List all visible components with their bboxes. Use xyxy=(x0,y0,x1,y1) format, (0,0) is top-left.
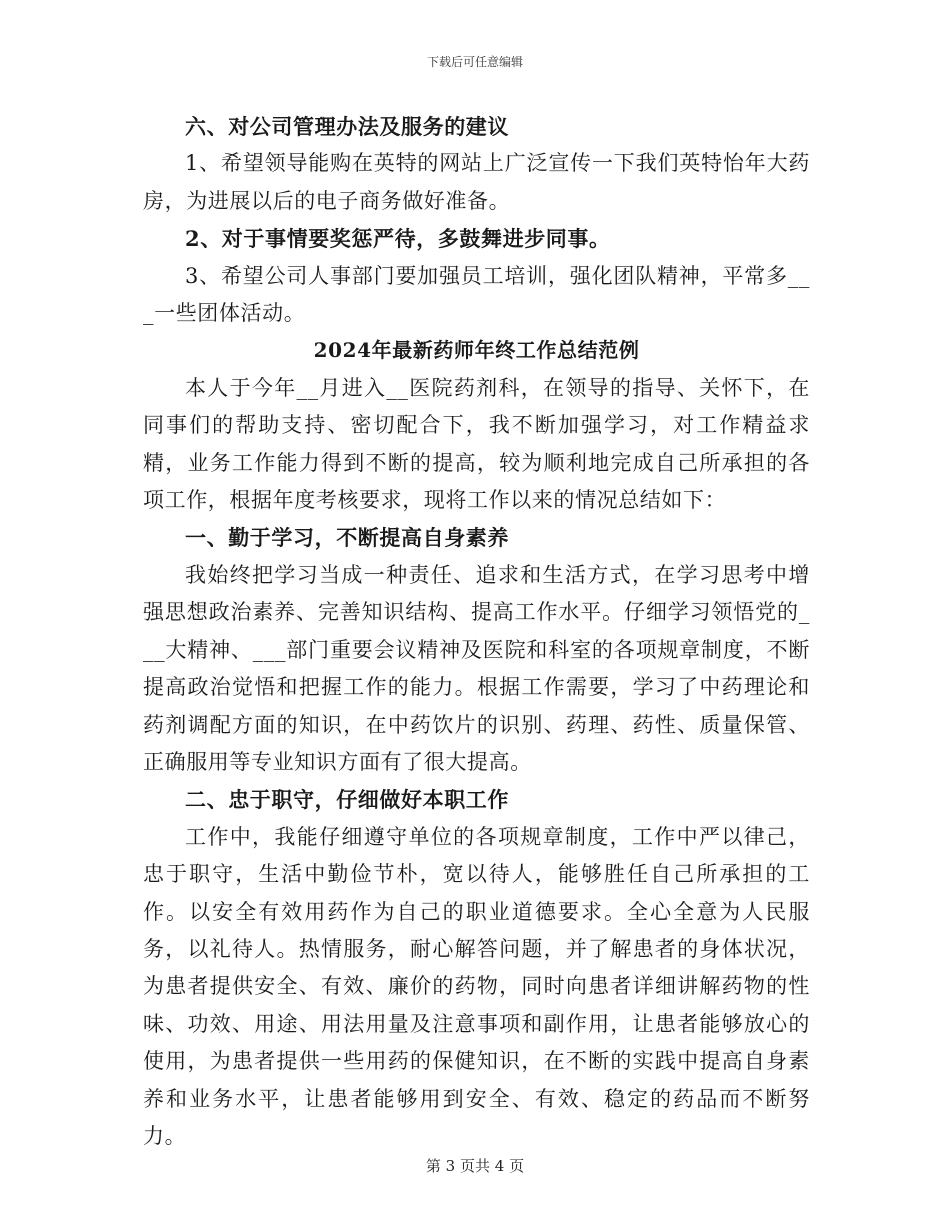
paragraph: 我始终把学习当成一种责任、追求和生活方式，在学习思考中增强思想政治素养、完善知识结构、提高工作水平。仔细学习领悟党的___大精神、___部门重要会议精神及医院和科室的各项规章制度，不断提高政治觉悟和把握工作的能力。根据工作需要，学习了中药理论和药剂调配方面的知识，在中药饮片的识别、药理、药性、质量保管、正确服用等专业知识方面有了很大提高。 xyxy=(143,562,810,774)
document-body xyxy=(143,108,810,1155)
document-title: 2024年最新药师年终工作总结范例 xyxy=(313,338,640,363)
paragraph: 工作中，我能仔细遵守单位的各项规章制度，工作中严以律己，忠于职守，生活中勤俭节朴，宽以待人，能够胜任自己所承担的工作。以安全有效用药作为自己的职业道德要求。全心全意为人民服务，以礼待人。热情服务，耐心解答问题，并了解患者的身体状况，为患者提供安全、有效、廉价的药物，同时向患者详细讲解药物的性味、功效、用途、用法用量及注意事项和副作用，让患者能够放心的使用，为患者提供一些用药的保健知识，在不断的实践中提高自身素养和业务水平，让患者能够用到安全、有效、稳定的药品而不断努力。 xyxy=(143,824,810,1148)
paragraph: 本人于今年__月进入__医院药剂科，在领导的指导、关怀下，在同事们的帮助支持、密切配合下，我不断加强学习，对工作精益求精，业务工作能力得到不断的提高，较为顺利地完成自己所承担的各项工作，根据年度考核要求，现将工作以来的情况总结如下： xyxy=(143,375,810,513)
section-heading-study: 一、勤于学习，不断提高自身素养 xyxy=(185,525,509,551)
paragraph-bold: 2、对于事情要奖惩严待，多鼓舞进步同事。 xyxy=(185,226,611,252)
header-note: 下载后可任意编辑 xyxy=(426,55,523,69)
paragraph: 3、希望公司人事部门要加强员工培训，强化团队精神，平常多___一些团体活动。 xyxy=(143,263,810,326)
section-heading-duty: 二、忠于职守，仔细做好本职工作 xyxy=(185,787,509,813)
page-footer: 第 3 页共 4 页 xyxy=(425,1157,525,1175)
paragraph: 1、希望领导能购在英特的网站上广泛宣传一下我们英特怡年大药房，为进展以后的电子商务做好准备。 xyxy=(143,151,810,213)
section-heading-suggestions: 六、对公司管理办法及服务的建议 xyxy=(185,114,509,139)
